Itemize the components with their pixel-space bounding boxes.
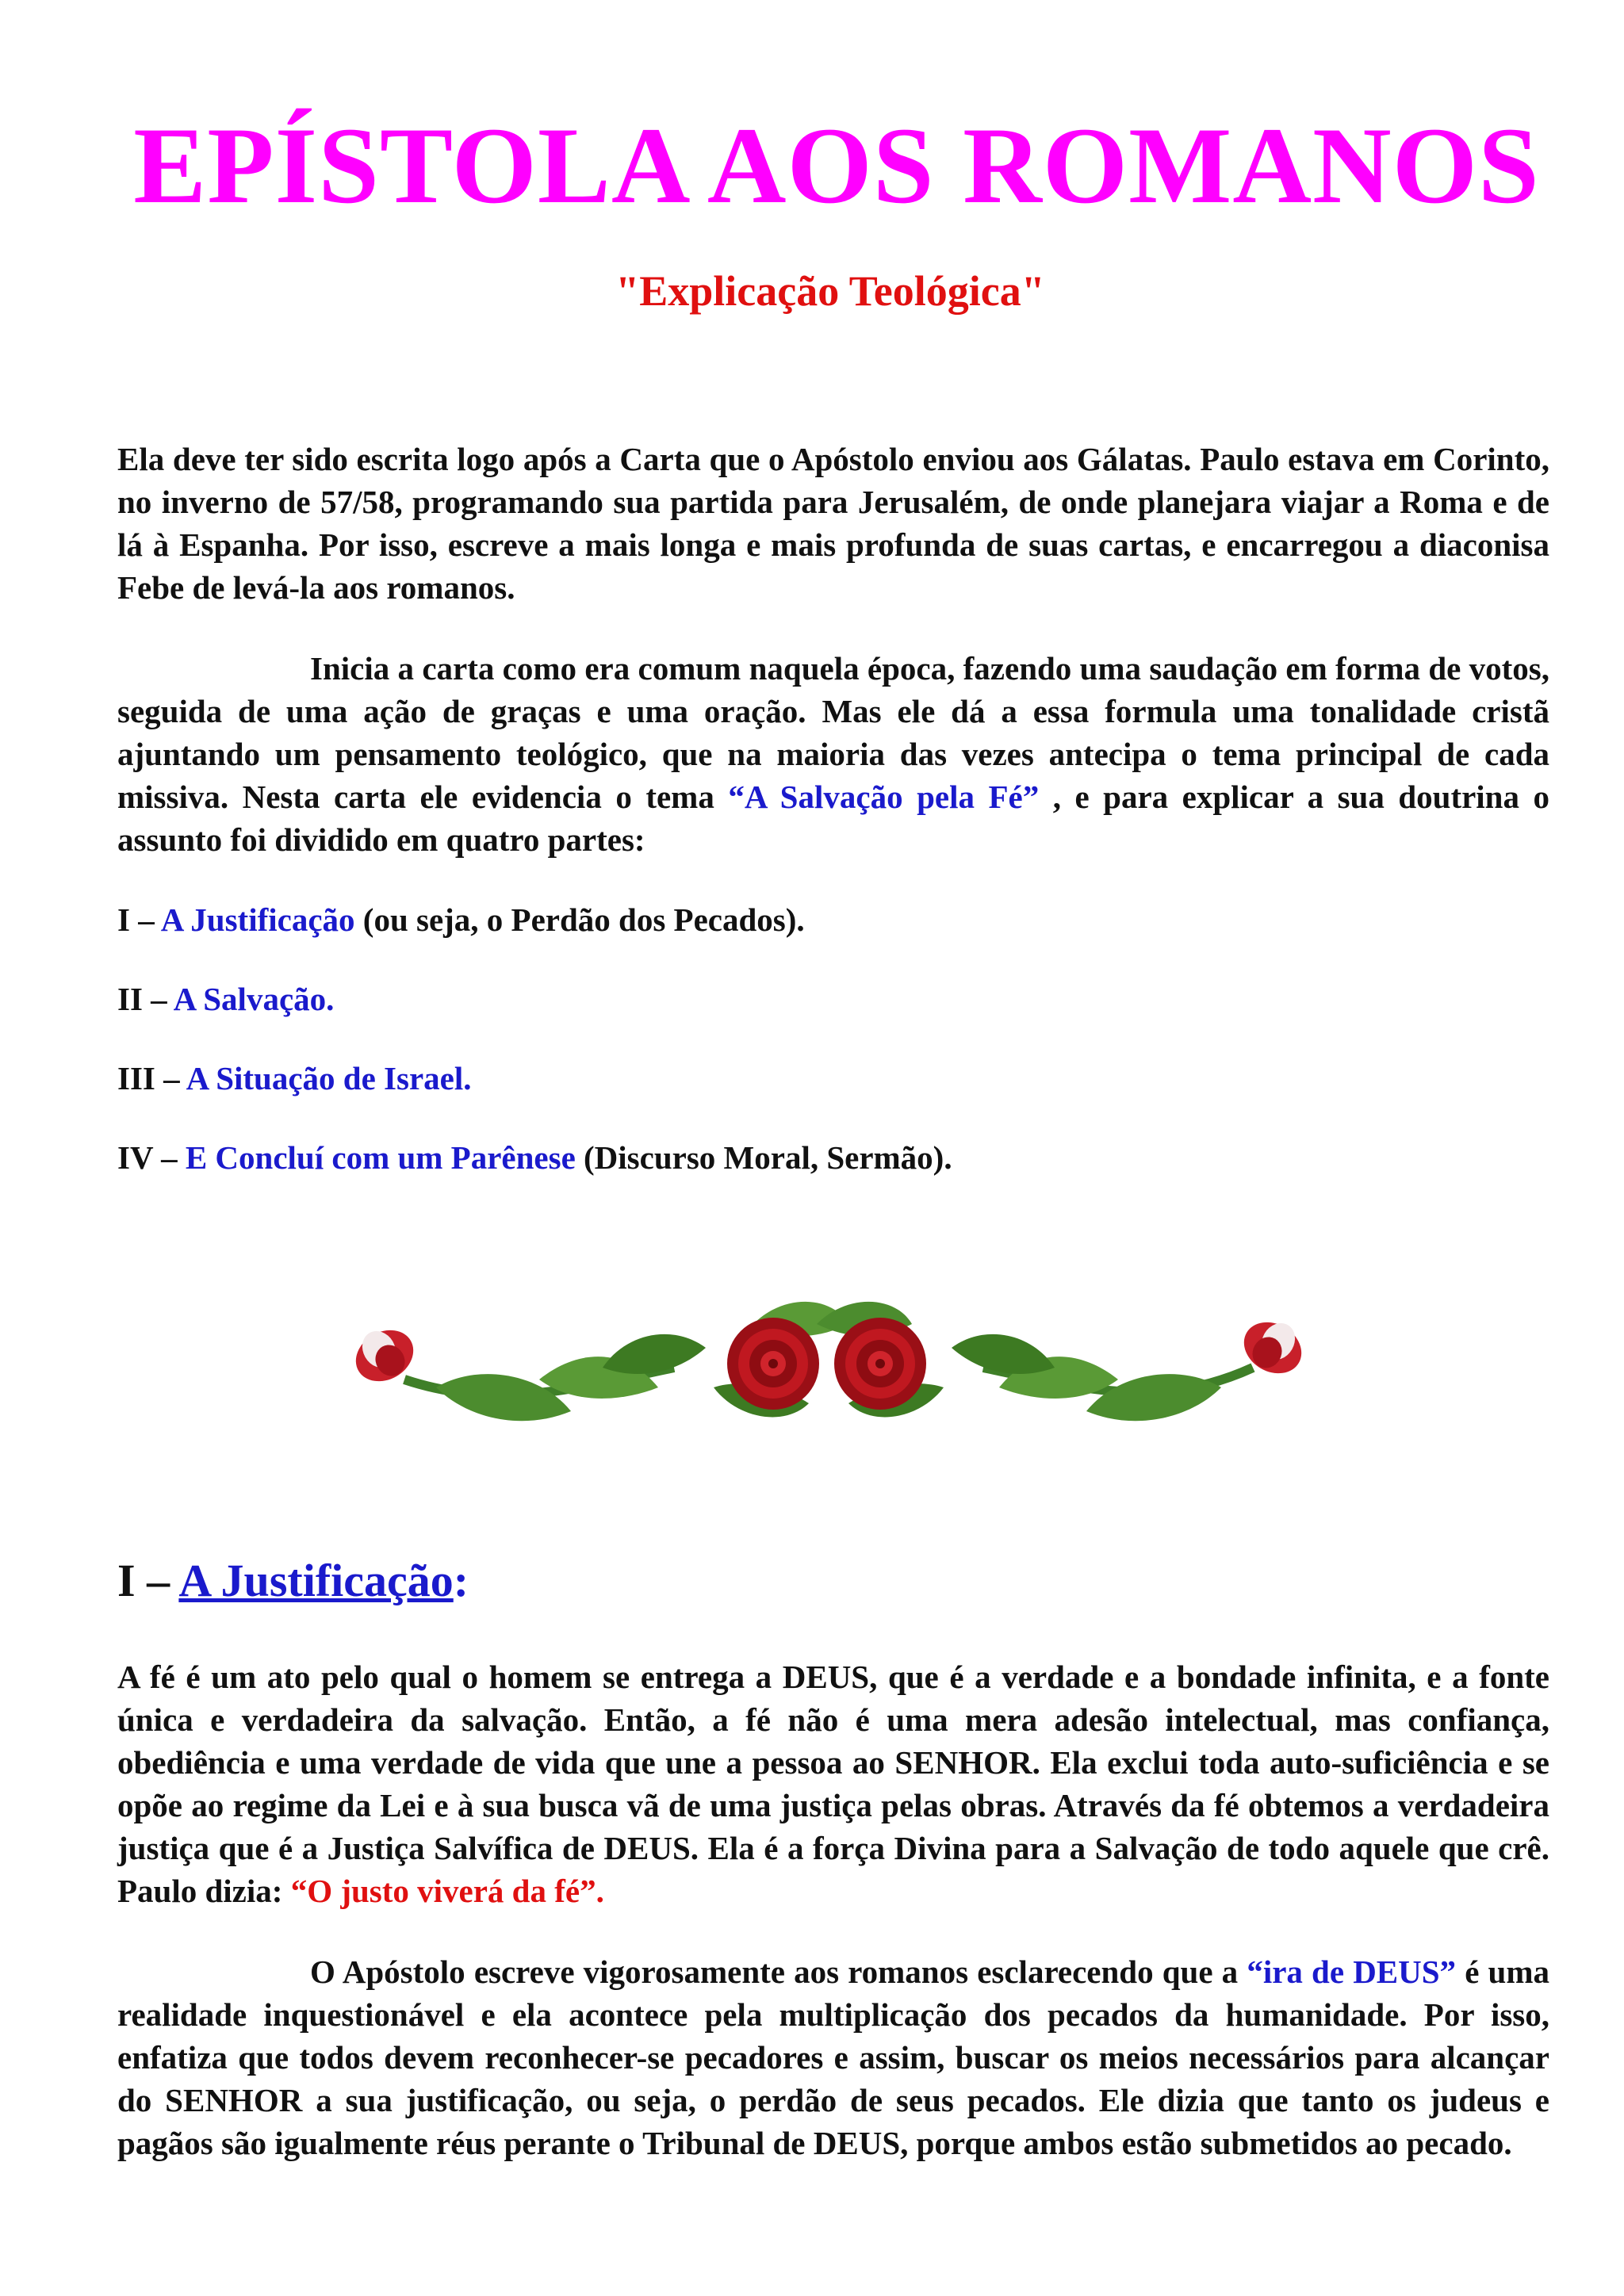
section1-quote: “O justo viverá da fé”.	[290, 1873, 604, 1909]
outline-item-2	[117, 978, 334, 1020]
intro-paragraph-1: Ela deve ter sido escrita logo após a Carta que o Apóstolo enviou aos Gálatas. Paulo estava em Corinto, no inverno de 57/58, programando sua partida para Jerusalém, de onde planejara viajar a Roma e de lá à Espanha. Por isso, escreve a mais longa e mais profunda de suas cartas, e encarregou a diaconisa Febe de levá-la aos romanos.	[117, 441, 1549, 606]
outline-numeral: II –	[117, 981, 174, 1017]
intro-paragraph-2-text-a: Inicia a carta como era comum naquela época, fazendo uma saudação em forma de votos, seguida de uma ação de graças e uma oração. Mas ele dá a essa formula uma tonalidade cristã ajuntando um pensamento teológico, que na maioria das vezes antecipa o tema principal de cada missiva. Nesta carta ele evidencia o tema	[117, 650, 1549, 815]
section-heading-colon: :	[453, 1555, 469, 1606]
outline-item-1	[117, 898, 805, 941]
section1-paragraph-1	[117, 1655, 1549, 1912]
section1-paragraph-2	[117, 1950, 1549, 2164]
outline-item-3	[117, 1057, 472, 1100]
section1-paragraph-2-text-a: O Apóstolo escreve vigorosamente aos romanos esclarecendo que a	[310, 1954, 1247, 1990]
section1-paragraph-1-text: A fé é um ato pelo qual o homem se entrega a DEUS, que é a verdade e a bondade infinita, e a fonte única e verdadeira da salvação. Então, a fé não é uma mera adesão intelectual, mas confiança, obediência e uma verdade de vida que une a pessoa ao SENHOR. Ela exclui toda auto-suficiência e se opõe ao regime da Lei e à sua busca vã de uma justiça pelas obras. Através da fé obtemos a verdadeira justiça que é a Justiça Salvífica de DEUS. Ela é a força Divina para a Salvação de todo aquele que crê. Paulo dizia:	[117, 1659, 1549, 1909]
intro-paragraph-2	[117, 647, 1549, 861]
rose-icon	[727, 1318, 819, 1410]
section-heading-justificacao	[117, 1555, 469, 1606]
outline-numeral: III –	[117, 1060, 186, 1096]
leaf-icon	[603, 1334, 706, 1374]
outline-note: (ou seja, o Perdão dos Pecados).	[354, 901, 805, 938]
section-numeral: I –	[117, 1555, 179, 1606]
section1-ira-highlight: “ira de DEUS”	[1247, 1954, 1457, 1990]
outline-note: (Discurso Moral, Sermão).	[575, 1139, 952, 1176]
document-subtitle: "Explicação Teológica"	[615, 267, 1045, 315]
intro-paragraph-2-text-b: , e para explicar a sua doutrina o assunto foi dividido em quatro partes:	[117, 779, 1549, 858]
document-title: EPÍSTOLA AOS ROMANOS	[133, 105, 1540, 226]
outline-label: A Justificação	[160, 901, 355, 938]
leaf-icon	[952, 1334, 1055, 1374]
section1-paragraph-2-text-b: é uma realidade inquestionável e ela acontece pela multiplicação dos pecados da humanidade. Por isso, enfatiza que todos devem reconhecer-se pecadores e assim, buscar os meios necessários para alcançar do SENHOR a sua justificação, ou seja, o perdão de seus pecados. Ele dizia que tanto os judeus e pagãos são igualmente réus perante o Tribunal de DEUS, porque ambos estão submetidos ao pecado.	[117, 1954, 1549, 2161]
intro-theme-highlight: “A Salvação pela Fé”	[728, 779, 1040, 815]
outline-numeral: IV –	[117, 1139, 186, 1176]
rose-icon	[834, 1318, 926, 1410]
outline-label: E Concluí com um Parênese	[185, 1139, 576, 1176]
outline-item-4	[117, 1136, 952, 1179]
section-heading-link[interactable]: A Justificação	[178, 1555, 454, 1606]
outline-label: A Salvação.	[173, 981, 335, 1017]
outline-label: A Situação de Israel.	[186, 1060, 472, 1096]
outline-numeral: I –	[117, 901, 161, 938]
rose-divider-icon	[341, 1292, 1316, 1443]
